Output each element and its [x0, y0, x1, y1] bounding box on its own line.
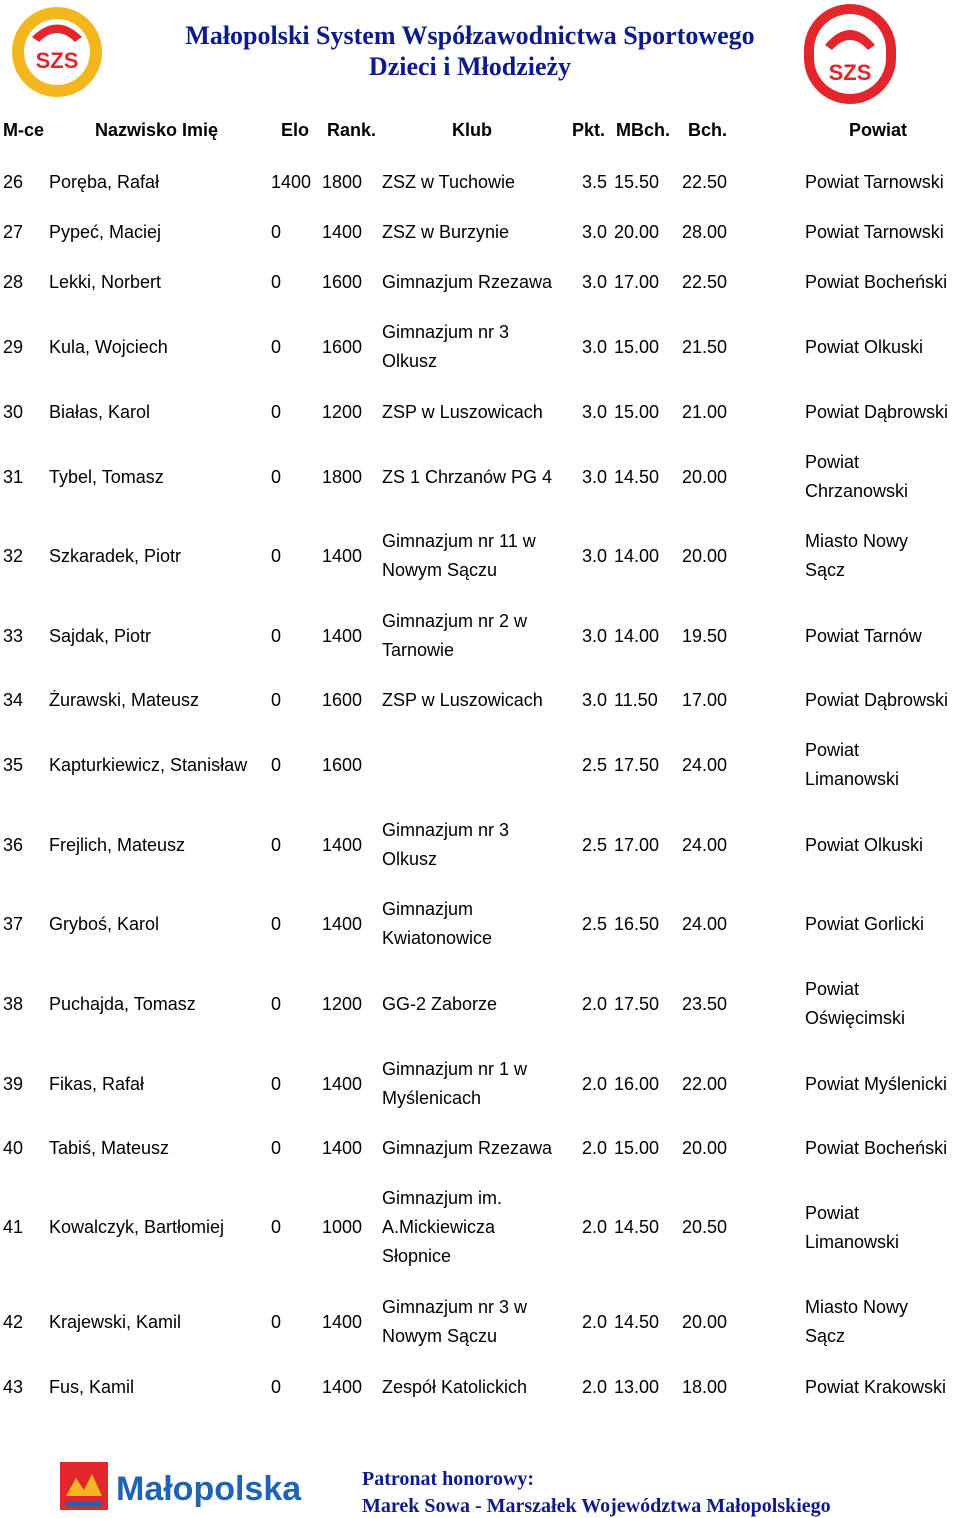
table-row: [0, 1134, 960, 1163]
logo-right-text: SZS: [828, 60, 872, 85]
cell-name: Fus, Kamil: [49, 1377, 135, 1397]
table-header: [0, 120, 960, 148]
cell-bch: 22.50: [682, 172, 728, 192]
cell-place: 30: [3, 402, 24, 422]
cell-pkt: 3.0: [582, 222, 608, 242]
cell-powiat: Powiat Dąbrowski: [805, 402, 949, 422]
cell-rank: 1200: [322, 993, 363, 1014]
cell-mbch: 17.00: [614, 834, 660, 855]
cell-powiat: Powiat Limanowski: [805, 1202, 900, 1252]
cell-bch: 22.00: [682, 1073, 728, 1094]
cell-bch: 19.50: [682, 625, 728, 646]
cell-mbch: 17.50: [614, 754, 660, 775]
cell-place: 43: [3, 1377, 24, 1397]
cell-rank: 1400: [322, 625, 363, 646]
cell-pkt: 2.0: [582, 1311, 608, 1332]
table-row: [0, 398, 960, 427]
patronat-block: [362, 1466, 952, 1518]
cell-powiat: Miasto Nowy Sącz: [805, 531, 909, 580]
cell-rank: 1400: [322, 222, 363, 242]
cell-place: 40: [3, 1138, 24, 1158]
cell-mbch: 14.50: [614, 1217, 660, 1237]
col-header-pkt: Pkt.: [572, 120, 606, 140]
cell-rank: 1800: [322, 172, 363, 192]
cell-rank: 1600: [322, 336, 363, 357]
table-row: [0, 816, 960, 874]
cell-bch: 24.00: [682, 754, 728, 775]
cell-place: 37: [3, 913, 24, 934]
cell-mbch: 13.00: [614, 1377, 660, 1397]
cell-pkt: 2.0: [582, 993, 608, 1014]
cell-pkt: 2.0: [582, 1217, 608, 1237]
cell-rank: 1800: [322, 466, 363, 487]
cell-rank: 1400: [322, 1377, 363, 1397]
cell-club: ZSZ w Burzynie: [382, 222, 510, 242]
cell-powiat: Miasto Nowy Sącz: [805, 1297, 909, 1346]
cell-name: Pypeć, Maciej: [49, 222, 162, 242]
cell-elo: 0: [271, 1138, 282, 1158]
cell-club: ZSP w Luszowicach: [382, 402, 543, 422]
cell-club: ZS 1 Chrzanów PG 4: [382, 466, 553, 487]
cell-bch: 23.50: [682, 993, 728, 1014]
cell-bch: 24.00: [682, 834, 728, 855]
col-header-mbch: MBch.: [616, 120, 670, 140]
cell-club: Gimnazjum nr 1 w Myślenicach: [382, 1059, 528, 1108]
cell-bch: 20.00: [682, 1311, 728, 1332]
cell-place: 32: [3, 545, 24, 566]
page-title: [160, 20, 780, 82]
table-row: [0, 1055, 960, 1113]
cell-mbch: 15.00: [614, 336, 660, 357]
cell-name: Żurawski, Mateusz: [49, 690, 200, 710]
col-header-rank: Rank.: [327, 120, 377, 140]
cell-club: Gimnazjum Rzezawa: [382, 272, 553, 292]
cell-bch: 18.00: [682, 1377, 728, 1397]
cell-place: 34: [3, 690, 24, 710]
cell-name: Kula, Wojciech: [49, 336, 168, 357]
cell-elo: 0: [271, 272, 282, 292]
cell-mbch: 16.50: [614, 913, 660, 934]
cell-name: Fikas, Rafał: [49, 1073, 145, 1094]
table-row: [0, 318, 960, 376]
cell-place: 29: [3, 336, 24, 357]
cell-club: Gimnazjum Rzezawa: [382, 1138, 553, 1158]
malopolska-logo-text: Małopolska: [116, 1470, 302, 1508]
logo-left-text: SZS: [35, 48, 79, 73]
cell-bch: 24.00: [682, 913, 728, 934]
col-header-elo: Elo: [281, 120, 310, 140]
malopolska-logo: [60, 1460, 310, 1512]
cell-place: 36: [3, 834, 24, 855]
cell-elo: 0: [271, 834, 282, 855]
table-row: [0, 975, 960, 1033]
szs-logo-left: [10, 2, 105, 102]
table-row: [0, 895, 960, 953]
cell-elo: 0: [271, 913, 282, 934]
cell-bch: 28.00: [682, 222, 728, 242]
cell-powiat: Powiat Tarnowski: [805, 172, 944, 192]
cell-elo: 0: [271, 545, 282, 566]
cell-rank: 1600: [322, 690, 363, 710]
table-row: [0, 218, 960, 247]
cell-powiat: Powiat Dąbrowski: [805, 690, 949, 710]
cell-club: GG-2 Zaborze: [382, 993, 498, 1014]
cell-powiat: Powiat Bocheński: [805, 272, 948, 292]
cell-pkt: 3.0: [582, 336, 608, 357]
cell-powiat: Powiat Oświęcimski: [805, 979, 906, 1028]
cell-mbch: 14.00: [614, 625, 660, 646]
cell-rank: 1400: [322, 1073, 363, 1094]
cell-powiat: Powiat Myślenicki: [805, 1073, 948, 1094]
cell-place: 38: [3, 993, 24, 1014]
cell-elo: 0: [271, 993, 282, 1014]
cell-club: Gimnazjum Kwiatonowice: [382, 899, 493, 948]
cell-rank: 1200: [322, 402, 363, 422]
cell-bch: 20.00: [682, 1138, 728, 1158]
col-header-powiat: Powiat: [849, 120, 908, 140]
cell-name: Krajewski, Kamil: [49, 1311, 182, 1332]
cell-place: 39: [3, 1073, 24, 1094]
cell-elo: 0: [271, 222, 282, 242]
cell-powiat: Powiat Tarnowski: [805, 222, 944, 242]
cell-place: 33: [3, 625, 24, 646]
cell-mbch: 15.00: [614, 402, 660, 422]
cell-mbch: 16.00: [614, 1073, 660, 1094]
cell-bch: 20.50: [682, 1217, 728, 1237]
table-row: [0, 448, 960, 506]
cell-name: Poręba, Rafał: [49, 172, 160, 192]
cell-bch: 20.00: [682, 466, 728, 487]
cell-pkt: 2.5: [582, 834, 608, 855]
cell-bch: 20.00: [682, 545, 728, 566]
szs-logo-right: [800, 0, 900, 108]
cell-powiat: Powiat Tarnów: [805, 625, 922, 646]
col-header-name: Nazwisko Imię: [95, 120, 219, 140]
cell-club: Gimnazjum nr 2 w Tarnowie: [382, 611, 528, 660]
cell-pkt: 2.5: [582, 754, 608, 775]
cell-pkt: 3.0: [582, 545, 608, 566]
cell-mbch: 17.00: [614, 272, 660, 292]
cell-club: Gimnazjum im. A.Mickiewicza Słopnice: [382, 1188, 503, 1266]
cell-elo: 0: [271, 1311, 282, 1332]
cell-club: ZSP w Luszowicach: [382, 690, 543, 710]
cell-mbch: 20.00: [614, 222, 660, 242]
cell-club: Zespół Katolickich: [382, 1377, 528, 1397]
col-header-bch: Bch.: [688, 120, 728, 140]
col-header-place: M-ce: [3, 120, 45, 140]
cell-elo: 0: [271, 336, 282, 357]
cell-rank: 1000: [322, 1217, 363, 1237]
cell-pkt: 2.0: [582, 1138, 608, 1158]
cell-bch: 21.50: [682, 336, 728, 357]
cell-name: Szkaradek, Piotr: [49, 545, 182, 566]
title-line-2: Dzieci i Młodzieży: [368, 52, 572, 81]
cell-pkt: 3.0: [582, 402, 608, 422]
cell-pkt: 2.0: [582, 1377, 608, 1397]
cell-elo: 0: [271, 690, 282, 710]
cell-elo: 0: [271, 1377, 282, 1397]
cell-name: Frejlich, Mateusz: [49, 834, 186, 855]
cell-name: Kowalczyk, Bartłomiej: [49, 1217, 225, 1237]
cell-rank: 1400: [322, 1311, 363, 1332]
cell-club: Gimnazjum nr 3 Olkusz: [382, 820, 510, 869]
patronat-name: Marek Sowa - Marszałek Województwa Małopolskiego: [362, 1495, 831, 1517]
cell-club: ZSZ w Tuchowie: [382, 172, 516, 192]
cell-rank: 1400: [322, 834, 363, 855]
cell-bch: 21.00: [682, 402, 728, 422]
cell-place: 26: [3, 172, 24, 192]
cell-pkt: 2.0: [582, 1073, 608, 1094]
cell-place: 27: [3, 222, 24, 242]
cell-powiat: Powiat Bocheński: [805, 1138, 948, 1158]
cell-rank: 1400: [322, 1138, 363, 1158]
table-row: [0, 686, 960, 715]
cell-powiat: Powiat Olkuski: [805, 834, 924, 855]
cell-name: Sajdak, Piotr: [49, 625, 152, 646]
cell-pkt: 2.5: [582, 913, 608, 934]
patronat-heading: Patronat honorowy:: [362, 1468, 535, 1490]
cell-elo: 0: [271, 1073, 282, 1094]
cell-powiat: Powiat Chrzanowski: [805, 452, 909, 501]
cell-mbch: 14.50: [614, 1311, 660, 1332]
cell-pkt: 3.5: [582, 172, 608, 192]
table-row: [0, 268, 960, 297]
cell-pkt: 3.0: [582, 272, 608, 292]
cell-club: Gimnazjum nr 11 w Nowym Sączu: [382, 531, 536, 580]
cell-elo: 0: [271, 402, 282, 422]
cell-place: 31: [3, 466, 24, 487]
cell-mbch: 14.00: [614, 545, 660, 566]
cell-name: Lekki, Norbert: [49, 272, 162, 292]
cell-name: Kapturkiewicz, Stanisław: [49, 754, 248, 775]
cell-elo: 1400: [271, 172, 312, 192]
cell-mbch: 15.00: [614, 1138, 660, 1158]
cell-powiat: Powiat Limanowski: [805, 740, 900, 789]
table-row: [0, 1293, 960, 1351]
cell-name: Tybel, Tomasz: [49, 466, 164, 487]
table-row: [0, 607, 960, 665]
cell-place: 41: [3, 1217, 24, 1237]
cell-powiat: Powiat Krakowski: [805, 1377, 947, 1397]
col-header-club: Klub: [452, 120, 492, 140]
cell-elo: 0: [271, 1217, 282, 1237]
cell-elo: 0: [271, 754, 282, 775]
cell-pkt: 3.0: [582, 690, 608, 710]
cell-mbch: 17.50: [614, 993, 660, 1014]
cell-rank: 1600: [322, 272, 363, 292]
cell-club: Gimnazjum nr 3 Olkusz: [382, 322, 510, 371]
cell-name: Tabiś, Mateusz: [49, 1138, 170, 1158]
cell-pkt: 3.0: [582, 625, 608, 646]
table-row: [0, 1184, 960, 1271]
cell-mbch: 14.50: [614, 466, 660, 487]
cell-bch: 22.50: [682, 272, 728, 292]
cell-elo: 0: [271, 625, 282, 646]
cell-rank: 1600: [322, 754, 363, 775]
cell-name: Puchajda, Tomasz: [49, 993, 196, 1014]
cell-club: Gimnazjum nr 3 w Nowym Sączu: [382, 1297, 528, 1346]
title-line-1: Małopolski System Współzawodnictwa Sportowego: [185, 21, 755, 50]
table-row: [0, 527, 960, 585]
cell-powiat: Powiat Olkuski: [805, 336, 924, 357]
cell-name: Gryboś, Karol: [49, 913, 160, 934]
cell-powiat: Powiat Gorlicki: [805, 913, 925, 934]
cell-rank: 1400: [322, 913, 363, 934]
cell-pkt: 3.0: [582, 466, 608, 487]
cell-mbch: 11.50: [614, 690, 658, 710]
table-row: [0, 1373, 960, 1402]
cell-elo: 0: [271, 466, 282, 487]
cell-bch: 17.00: [682, 690, 728, 710]
cell-place: 42: [3, 1311, 24, 1332]
cell-place: 35: [3, 754, 24, 775]
table-row: [0, 736, 960, 794]
cell-name: Białas, Karol: [49, 402, 151, 422]
cell-rank: 1400: [322, 545, 363, 566]
table-row: [0, 168, 960, 197]
cell-place: 28: [3, 272, 24, 292]
cell-mbch: 15.50: [614, 172, 660, 192]
